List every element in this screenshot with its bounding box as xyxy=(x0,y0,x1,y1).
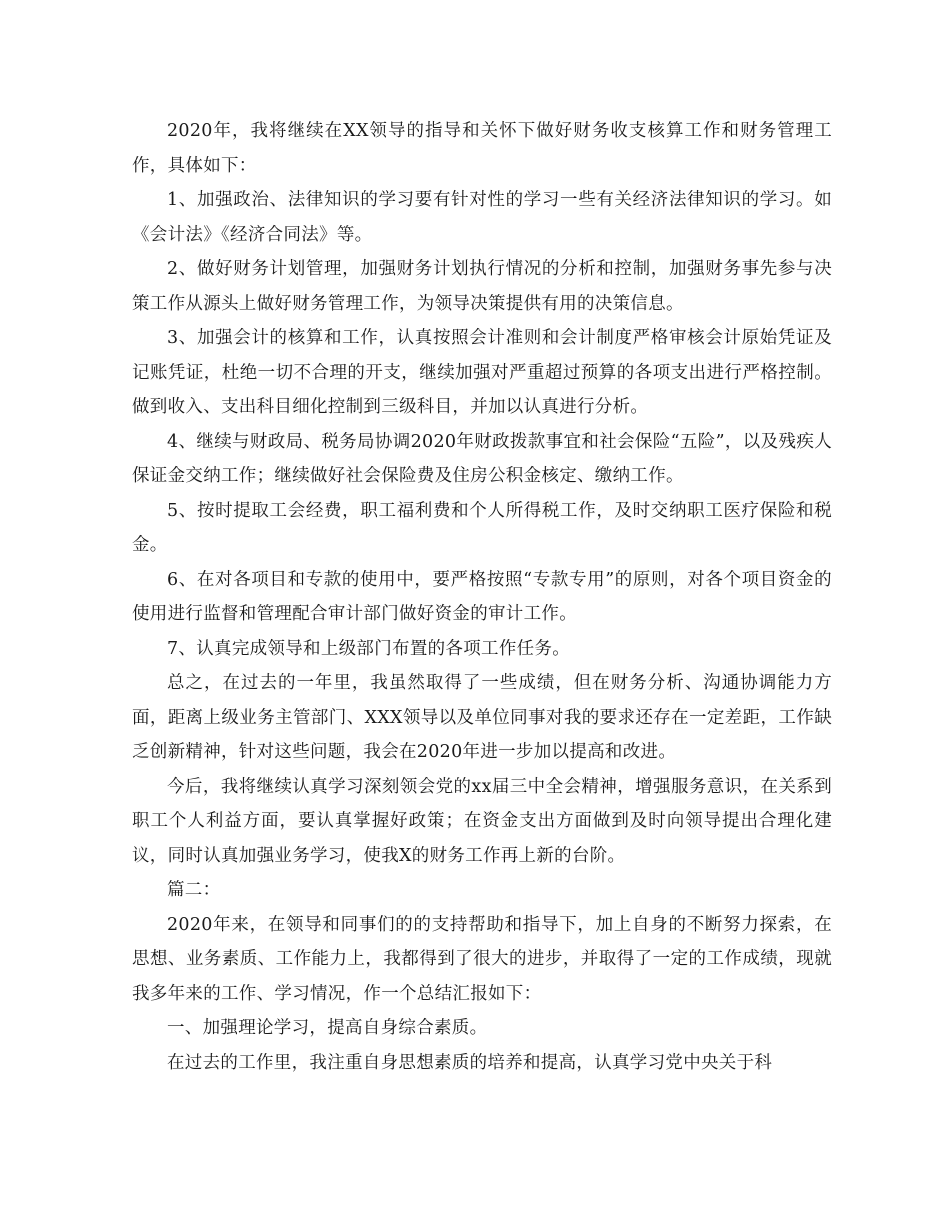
paragraph-item-4: 4、继续与财政局、税务局协调2020年财政拨款事宜和社会保险“五险”，以及残疾人保证金交纳工作；继续做好社会保险费及住房公积金核定、缴纳工作。 xyxy=(132,431,832,486)
paragraph-intro: 2020年，我将继续在XX领导的指导和关怀下做好财务收支核算工作和财务管理工作，具体如下： xyxy=(132,121,832,176)
paragraph-item-5: 5、按时提取工会经费，职工福利费和个人所得税工作，及时交纳职工医疗保险和税金。 xyxy=(132,500,832,555)
paragraph-item-7: 7、认真完成领导和上级部门布置的各项工作任务。 xyxy=(167,638,571,659)
paragraph-outlook: 今后，我将继续认真学习深刻领会党的xx届三中全会精神，增强服务意识，在关系到职工个人利益方面，要认真掌握好政策；在资金支出方面做到及时向领导提出合理化建议，同时认真加强业务学习，使我X的财务工作再上新的台阶。 xyxy=(132,776,832,866)
paragraph-item-1: 1、加强政治、法律知识的学习要有针对性的学习一些有关经济法律知识的学习。如《会计法》《经济合同法》等。 xyxy=(132,190,832,245)
section-heading-part-two: 篇二： xyxy=(167,880,221,900)
paragraph-part-two-intro: 2020年来，在领导和同事们的的支持帮助和指导下，加上自身的不断努力探索，在思想、业务素质、工作能力上，我都得到了很大的进步，并取得了一定的工作成绩，现就我多年来的工作、学习情况，作一个总结汇报如下： xyxy=(132,914,832,1004)
document-body xyxy=(132,114,832,1080)
paragraph-item-3: 3、加强会计的核算和工作，认真按照会计准则和会计制度严格审核会计原始凭证及记账凭证，杜绝一切不合理的开支，继续加强对严重超过预算的各项支出进行严格控制。做到收入、支出科目细化控制到三级科目，并加以认真进行分析。 xyxy=(132,328,832,417)
paragraph-item-6: 6、在对各项目和专款的使用中，要严格按照“专款专用”的原则，对各个项目资金的使用进行监督和管理配合审计部门做好资金的审计工作。 xyxy=(132,569,832,624)
paragraph-theory-study: 在过去的工作里，我注重自身思想素质的培养和提高，认真学习党中央关于科 xyxy=(167,1052,773,1073)
paragraph-summary: 总之，在过去的一年里，我虽然取得了一些成绩，但在财务分析、沟通协调能力方面，距离上级业务主管部门、XXX领导以及单位同事对我的要求还存在一定差距，工作缺乏创新精神，针对这些问题，我会在2020年进一步加以提高和改进。 xyxy=(132,673,832,762)
paragraph-item-2: 2、做好财务计划管理，加强财务计划执行情况的分析和控制，加强财务事先参与决策工作从源头上做好财务管理工作，为领导决策提供有用的决策信息。 xyxy=(132,259,832,314)
subheading-theory-study: 一、加强理论学习，提高自身综合素质。 xyxy=(167,1018,488,1038)
